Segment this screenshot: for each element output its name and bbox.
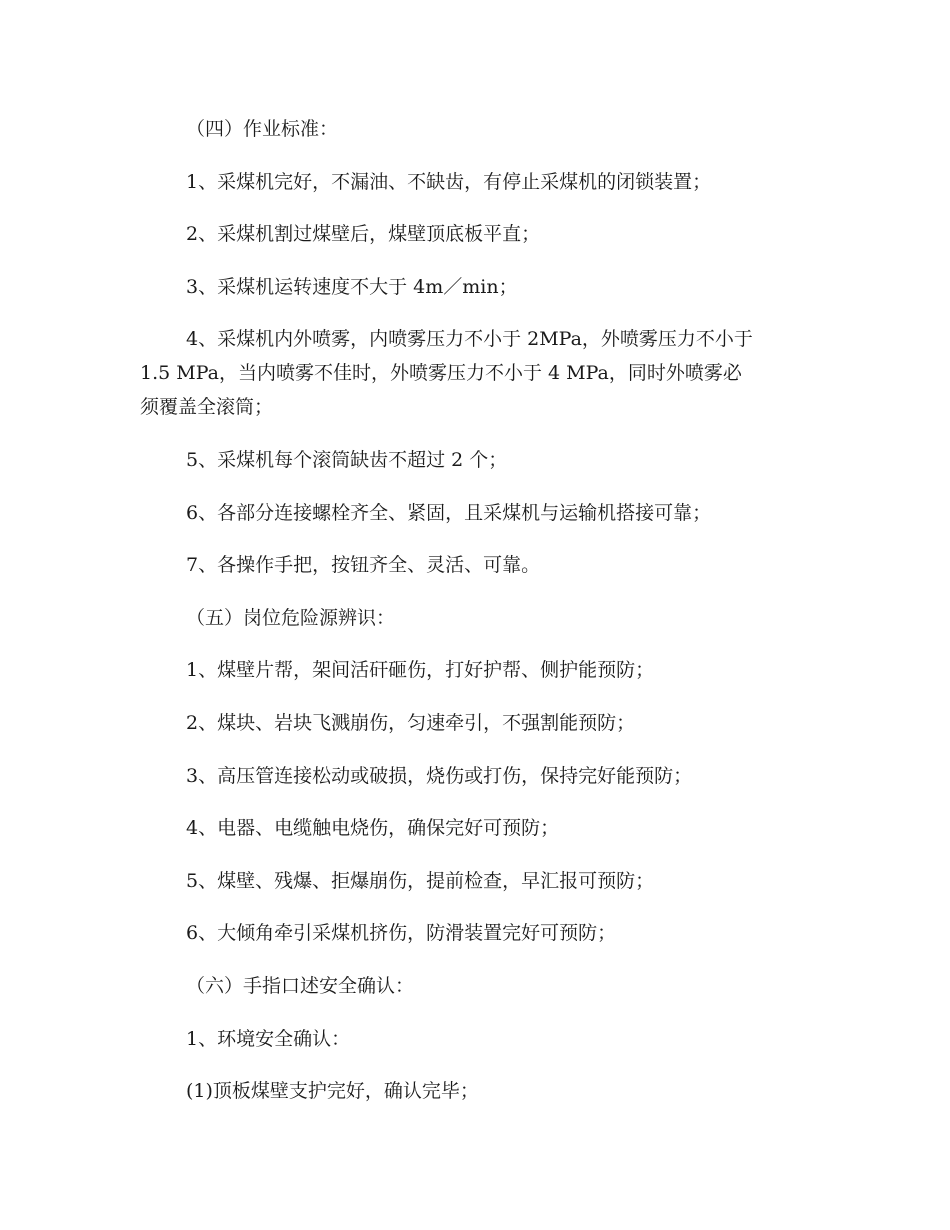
confirmation-subitem-1: (1)顶板煤壁支护完好，确认完毕； [186,1080,479,1103]
document-page [140,112,812,1108]
standard-item-4-line-3: 须覆盖全滚筒； [140,396,274,419]
standard-item-1: 1、采煤机完好，不漏油、不缺齿，有停止采煤机的闭锁装置； [186,170,712,193]
section-heading-hazards: （五）岗位危险源辨识： [186,606,396,629]
standard-item-3: 3、采煤机运转速度不大于 4m／min； [186,275,518,298]
hazard-item-3: 3、高压管连接松动或破损，烧伤或打伤，保持完好能预防； [186,764,693,787]
standard-item-7: 7、各操作手把，按钮齐全、灵活、可靠。 [186,554,541,577]
hazard-item-5: 5、煤壁、残爆、拒爆崩伤，提前检查，早汇报可预防； [186,869,655,892]
hazard-item-4: 4、电器、电缆触电烧伤，确保完好可预防； [186,817,560,840]
section-heading-standard: （四）作业标准： [186,118,339,140]
standard-item-2: 2、采煤机割过煤壁后，煤壁顶底板平直； [186,223,541,246]
standard-item-6: 6、各部分连接螺栓齐全、紧固，且采煤机与运输机搭接可靠； [186,501,712,524]
hazard-item-6: 6、大倾角牵引采煤机挤伤，防滑装置完好可预防； [186,922,617,945]
section-heading-confirmation: （六）手指口述安全确认： [186,974,415,997]
hazard-item-2: 2、煤块、岩块飞溅崩伤，匀速牵引，不强割能预防； [186,711,636,734]
standard-item-4-line-2: 1.5 MPa，当内喷雾不佳时，外喷雾压力不小于 4 MPa，同时外喷雾必 [140,362,742,385]
hazard-item-1: 1、煤壁片帮，架间活矸砸伤，打好护帮、侧护能预防； [186,659,655,682]
standard-item-5: 5、采煤机每个滚筒缺齿不超过 2 个； [186,448,508,471]
confirmation-item-1: 1、环境安全确认： [186,1027,351,1050]
standard-item-4-line-1: 4、采煤机内外喷雾，内喷雾压力不小于 2MPa，外喷雾压力不小于 [186,328,753,351]
